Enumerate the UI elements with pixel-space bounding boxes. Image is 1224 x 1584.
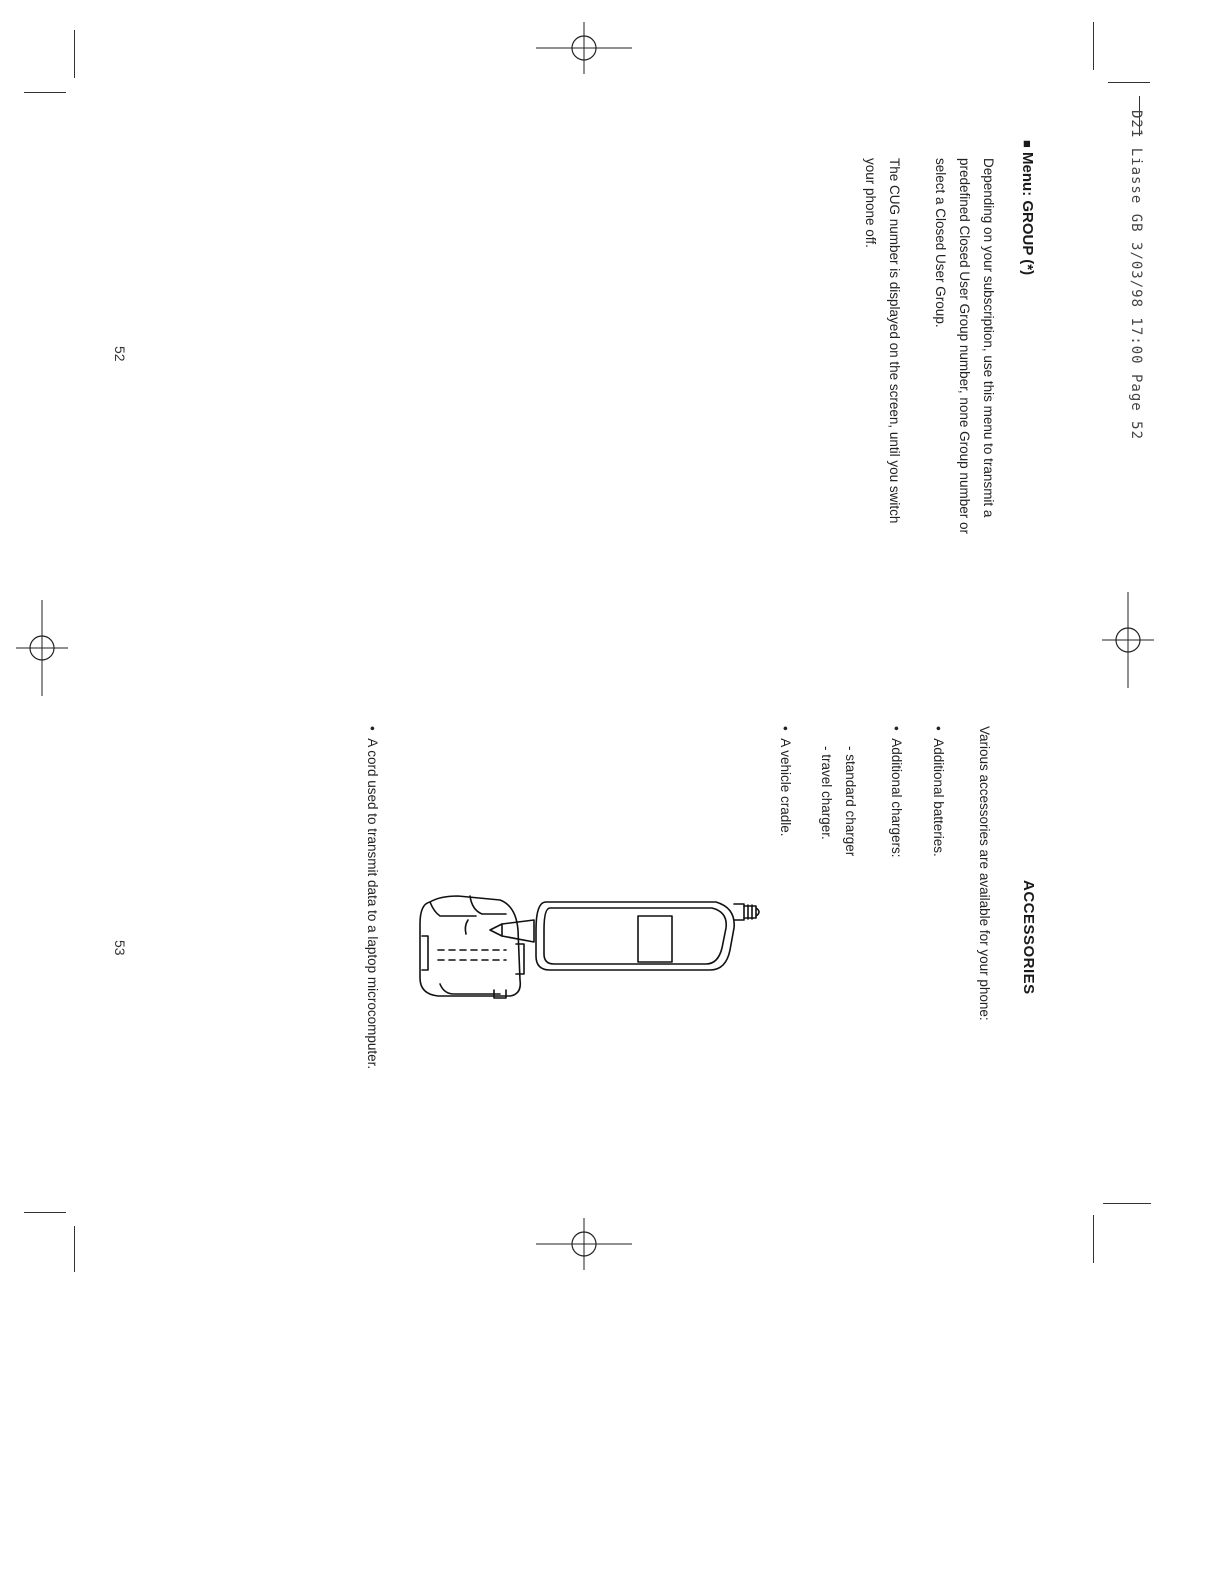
bullet-item	[778, 726, 793, 837]
bullet-text: A vehicle cradle.	[778, 738, 793, 837]
intro-text: Various accessories are available for your phone:	[977, 726, 992, 1021]
bullet-icon: •	[778, 726, 793, 739]
crop-mark	[24, 92, 66, 93]
heading-marker: ■	[1020, 140, 1035, 148]
slug-line: D21 Liasse GB 3/03/98 17:00 Page 52	[1128, 110, 1144, 441]
heading-text: Menu: GROUP (*)	[1019, 152, 1036, 276]
bullet-text: Additional chargers:	[889, 738, 904, 858]
phone-cradle-illustration-icon	[410, 890, 770, 1010]
registration-mark-icon	[16, 600, 68, 696]
crop-mark	[74, 30, 75, 78]
sub-item: - standard charger	[843, 746, 858, 857]
section-heading	[1019, 140, 1036, 275]
paragraph-line: Depending on your subscription, use this menu to transmit a	[981, 158, 996, 518]
page-number: 53	[112, 940, 128, 956]
crop-mark	[24, 1212, 66, 1213]
paragraph-line: select a Closed User Group.	[933, 158, 948, 328]
bullet-icon: •	[931, 726, 946, 739]
bullet-icon: •	[889, 726, 904, 739]
paragraph-line: your phone off.	[863, 158, 878, 248]
crop-mark	[1108, 82, 1150, 83]
bullet-item	[365, 726, 380, 1069]
paragraph-line: The CUG number is displayed on the screen, until you switch	[887, 158, 902, 524]
crop-mark	[74, 1226, 75, 1272]
registration-mark-icon	[536, 1218, 632, 1270]
page-title: ACCESSORIES	[1020, 880, 1037, 995]
crop-mark	[1103, 1203, 1151, 1204]
paragraph-line: predefined Closed User Group number, none Group number or	[957, 158, 972, 534]
bullet-item	[889, 726, 904, 858]
bullet-item	[931, 726, 946, 857]
bullet-text: A cord used to transmit data to a laptop microcomputer.	[365, 738, 380, 1070]
registration-mark-icon	[536, 22, 632, 74]
bullet-text: Additional batteries.	[931, 738, 946, 857]
crop-mark	[1093, 1215, 1094, 1263]
registration-mark-icon	[1102, 592, 1154, 688]
bullet-icon: •	[365, 726, 380, 739]
sub-item: - travel charger.	[819, 746, 834, 840]
crop-mark	[1093, 22, 1094, 70]
page-number: 52	[112, 346, 128, 362]
